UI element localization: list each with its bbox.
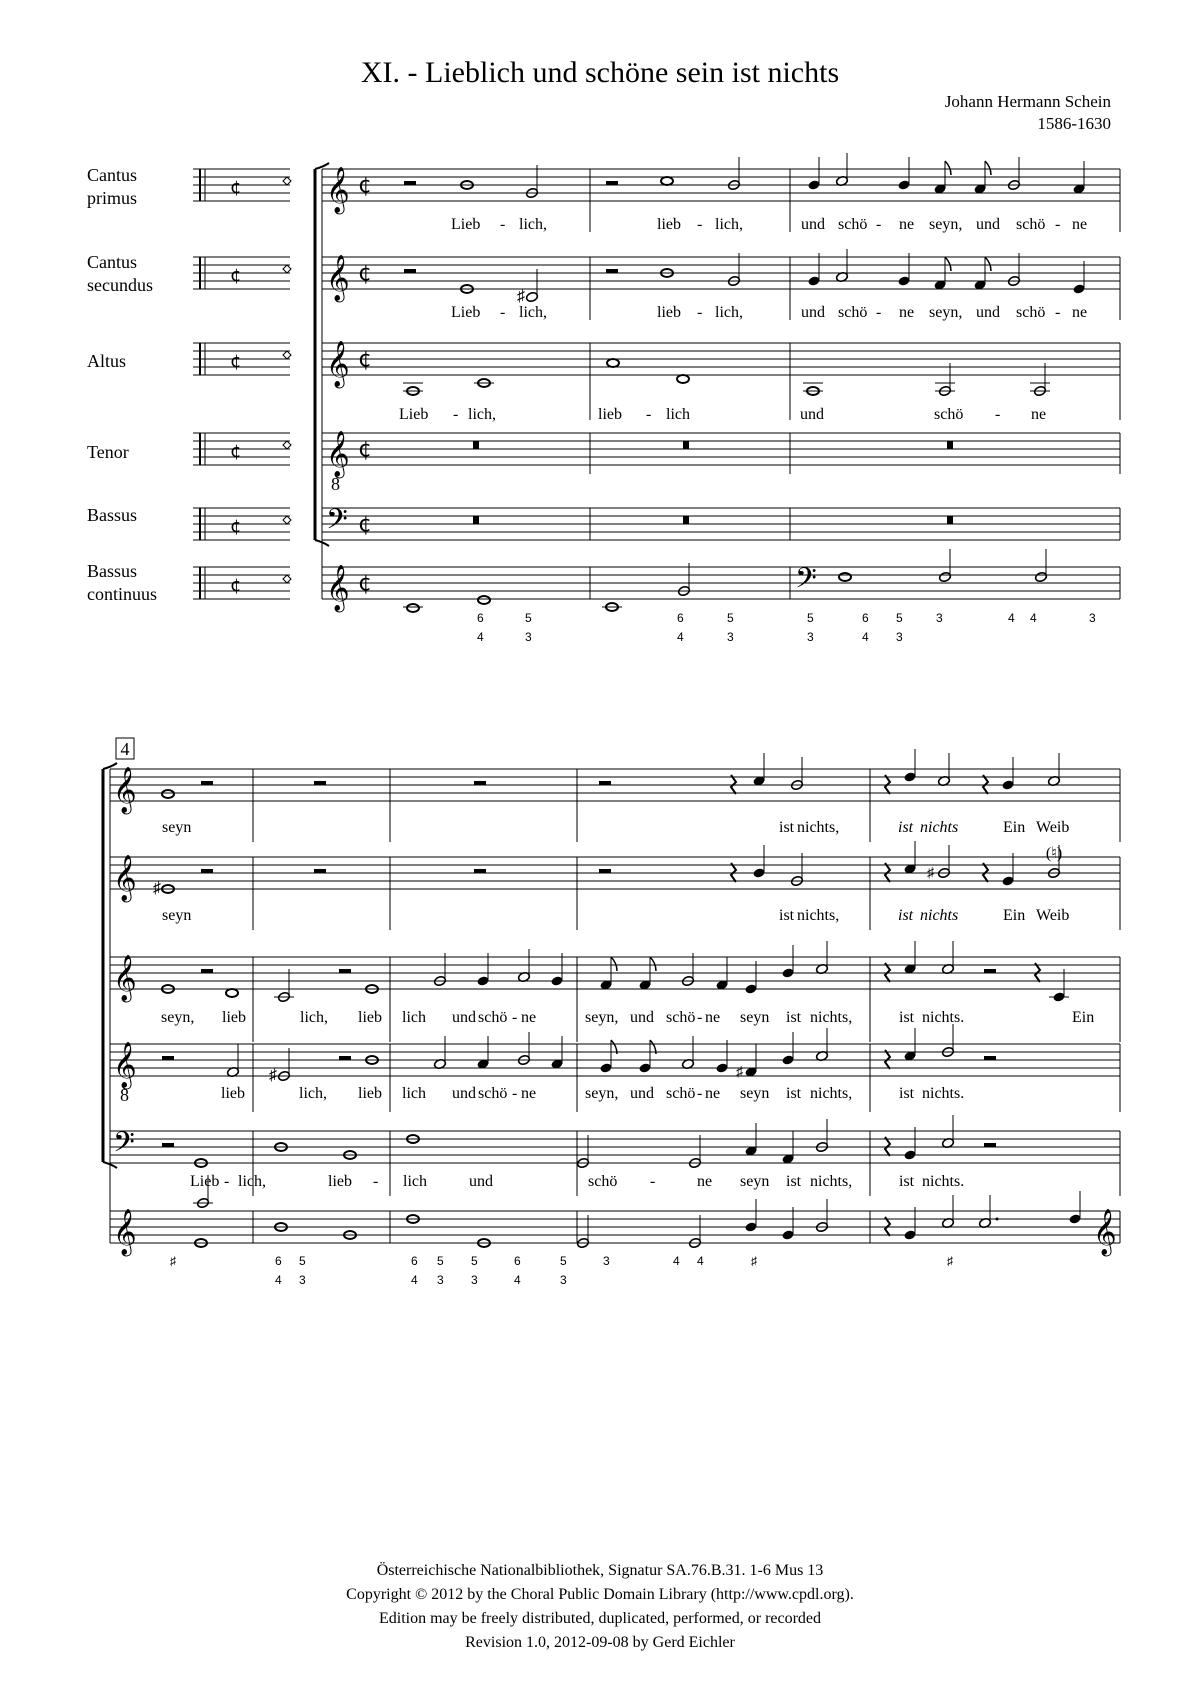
lyric-text: lich	[402, 1085, 426, 1102]
lyric-text: nichts,	[810, 1009, 853, 1026]
lyric-text: -	[995, 406, 1001, 423]
whole-note	[162, 790, 174, 798]
half-rest	[606, 269, 618, 273]
figured-bass-digit: ♯	[947, 1254, 953, 1268]
incipit-time-signature: ¢	[230, 351, 242, 372]
incipit-staff	[193, 343, 290, 375]
incipit-breve	[283, 516, 291, 524]
half-rest	[314, 781, 326, 785]
lyric-text: ist	[899, 1085, 915, 1102]
footer-revision: Revision 1.0, 2012-09-08 by Gerd Eichler	[465, 1634, 735, 1651]
staff2-1	[110, 857, 1120, 889]
staff-2	[322, 343, 1120, 375]
lyric-text: Ein	[1003, 907, 1026, 924]
lyric-text: lich,	[468, 406, 496, 423]
whole-rest	[473, 441, 479, 449]
incipit-breve	[283, 441, 291, 449]
eighth-flag	[985, 161, 991, 175]
incipit-breve	[283, 265, 291, 273]
staff-0	[322, 169, 1120, 201]
lyric-text: ne	[705, 1009, 721, 1026]
lyric-text: Lieb	[451, 304, 481, 321]
lyric-text: seyn	[740, 1085, 770, 1102]
half-rest	[984, 1143, 996, 1147]
figured-bass-digit: 6	[862, 611, 869, 625]
half-rest	[162, 1143, 174, 1147]
lyric-text: schö	[1016, 216, 1046, 233]
treble-clef-icon: 𝄞	[326, 255, 350, 301]
half-rest	[201, 869, 213, 873]
lyric-text: ne	[521, 1085, 537, 1102]
figured-bass-digit: 4	[275, 1273, 282, 1287]
whole-rest	[683, 441, 689, 449]
lyric-text: ne	[1031, 406, 1047, 423]
half-rest	[162, 1056, 174, 1060]
lyric-text: seyn,	[585, 1085, 619, 1102]
lyric-text: ist	[786, 1085, 802, 1102]
lyric-text: schö	[478, 1085, 508, 1102]
lyric-text: ist	[898, 819, 914, 836]
sharp-accidental: ♯	[269, 1067, 277, 1084]
footer-copyright: Copyright © 2012 by the Choral Public Domain Library (http://www.cpdl.org).	[346, 1586, 854, 1603]
staff-1	[322, 257, 1120, 289]
half-rest	[404, 269, 416, 273]
lyric-text: schö	[588, 1173, 618, 1190]
bass-clef-icon: 𝄢	[795, 562, 817, 602]
sharp-accidental: ♯	[927, 866, 934, 881]
lyric-text: Weib	[1036, 907, 1070, 924]
lyric-text: -	[697, 1085, 703, 1102]
lyric-text: lieb	[657, 216, 681, 233]
incipit-breve	[283, 177, 291, 185]
lyric-text: seyn,	[929, 304, 963, 321]
lyric-text: -	[373, 1173, 379, 1190]
figured-bass-digit: 3	[727, 630, 734, 644]
figured-bass-digit: 5	[471, 1254, 478, 1268]
figured-bass-digit: 3	[560, 1273, 567, 1287]
figured-bass-digit: 5	[299, 1254, 306, 1268]
lyric-text: lieb	[328, 1173, 352, 1190]
incipit-staff	[193, 257, 290, 289]
lyric-text: schö	[1016, 304, 1046, 321]
lyric-text: -	[512, 1085, 518, 1102]
whole-note	[661, 177, 673, 185]
whole-note	[839, 573, 851, 581]
lyric-text: nichts,	[797, 819, 840, 836]
voice-name-5: continuus	[87, 584, 157, 604]
lyric-text: -	[500, 216, 506, 233]
lyric-text: lich,	[299, 1085, 327, 1102]
tenor-clef-eight: 8	[120, 1085, 129, 1105]
lyric-text: seyn	[740, 1173, 770, 1190]
figured-bass-digit: 6	[275, 1254, 282, 1268]
treble-clef-icon: 𝄞	[113, 1209, 137, 1255]
lyric-text: lich	[403, 1173, 427, 1190]
lyric-text: -	[512, 1009, 518, 1026]
figured-bass-digit: 3	[896, 630, 903, 644]
lyric-text: -	[697, 216, 703, 233]
lyric-text: seyn	[162, 907, 192, 924]
half-rest	[474, 781, 486, 785]
lyric-text: lich,	[300, 1009, 328, 1026]
measure-number: 4	[120, 739, 130, 759]
lyric-text: seyn	[740, 1009, 770, 1026]
lyric-text: -	[500, 304, 506, 321]
figured-bass-digit: 5	[437, 1254, 444, 1268]
figured-bass-digit: 4	[514, 1273, 521, 1287]
half-rest	[404, 181, 416, 185]
half-rest	[339, 1056, 351, 1060]
voice-name-2: Altus	[87, 351, 127, 371]
figured-bass-digit: ♯	[751, 1254, 757, 1268]
incipit-time-signature: ¢	[230, 177, 242, 198]
staff-5	[322, 567, 1120, 599]
dot	[996, 1218, 999, 1221]
lyric-text: schö	[666, 1009, 696, 1026]
bass-clef-icon: 𝄢	[113, 1126, 135, 1166]
lyric-text: ne	[899, 216, 915, 233]
lyric-text: ne	[1072, 304, 1088, 321]
lyric-text: und	[976, 216, 1000, 233]
eighth-flag	[650, 957, 656, 971]
lyric-text: -	[1055, 216, 1061, 233]
lyric-text: ne	[705, 1085, 721, 1102]
lyric-text: Lieb	[451, 216, 481, 233]
figured-bass-digit: 6	[677, 611, 684, 625]
figured-bass-digit: 4	[862, 630, 869, 644]
figured-bass-digit: 4	[1008, 611, 1015, 625]
half-rest	[474, 869, 486, 873]
lyric-text: lich	[666, 406, 690, 423]
lyric-text: seyn,	[929, 216, 963, 233]
time-signature: ¢	[358, 437, 372, 462]
page-title: XI. - Lieblich und schöne sein ist nichts	[360, 56, 840, 89]
treble-clef-icon: 𝄞	[113, 767, 137, 813]
lyric-text: ist	[779, 907, 795, 924]
composer-name: Johann Hermann Schein	[944, 92, 1111, 111]
voice-name-1: secundus	[87, 275, 153, 295]
whole-note	[677, 375, 689, 383]
half-rest	[606, 181, 618, 185]
lyric-text: schö	[838, 304, 868, 321]
figured-bass-digit: 5	[560, 1254, 567, 1268]
treble-clef-icon: 𝄞	[113, 955, 137, 1001]
figured-bass-digit: 3	[807, 630, 814, 644]
lyric-text: Lieb	[190, 1173, 220, 1190]
lyric-text: -	[697, 304, 703, 321]
whole-rest	[947, 441, 953, 449]
lyric-text: -	[646, 406, 652, 423]
half-rest	[339, 969, 351, 973]
lyric-text: und	[801, 304, 825, 321]
figured-bass-digit: 4	[411, 1273, 418, 1287]
figured-bass-digit: 5	[727, 611, 734, 625]
figured-bass-digit: 3	[525, 630, 532, 644]
footer-source: Österreichische Nationalbibliothek, Signatur SA.76.B.31. 1-6 Mus 13	[376, 1562, 824, 1579]
lyric-text: schö	[838, 216, 868, 233]
lyric-text: Ein	[1003, 819, 1026, 836]
whole-rest	[473, 516, 479, 524]
figured-bass-digit: 5	[807, 611, 814, 625]
lyric-text: seyn,	[161, 1009, 195, 1026]
lyric-text: und	[630, 1085, 654, 1102]
editorial-accidental: (♮)	[1045, 845, 1063, 862]
lyric-text: ist	[898, 907, 914, 924]
figured-bass-digit: 3	[1089, 611, 1096, 625]
staff2-0	[110, 769, 1120, 801]
tenor-clef-eight: 8	[331, 474, 340, 494]
treble-clef-icon: 𝄞	[326, 167, 350, 213]
half-rest	[201, 969, 213, 973]
incipit-breve	[283, 351, 291, 359]
lyric-text: lich,	[715, 304, 743, 321]
staff-3	[322, 433, 1120, 465]
lyric-text: nichts,	[810, 1173, 853, 1190]
lyric-text: ist	[899, 1009, 915, 1026]
staff2-5	[110, 1211, 1120, 1243]
lyric-text: -	[1055, 304, 1061, 321]
time-signature: ¢	[358, 347, 372, 372]
lyric-text: lich,	[519, 216, 547, 233]
lyric-text: lich	[402, 1009, 426, 1026]
half-rest	[201, 781, 213, 785]
time-signature: ¢	[358, 173, 372, 198]
lyric-text: und	[452, 1085, 476, 1102]
time-signature: ¢	[358, 571, 372, 596]
figured-bass-digit: 3	[936, 611, 943, 625]
lyric-text: lieb	[358, 1085, 382, 1102]
voice-name-0: primus	[87, 188, 138, 208]
half-rest	[314, 869, 326, 873]
lyric-text: -	[876, 216, 882, 233]
sharp-accidental: ♯	[153, 880, 161, 897]
lyric-text: und	[452, 1009, 476, 1026]
lyric-text: und	[976, 304, 1000, 321]
incipit-time-signature: ¢	[230, 516, 242, 537]
lyric-text: nichts	[920, 907, 959, 924]
lyric-text: schö	[478, 1009, 508, 1026]
figured-bass-digit: ♯	[170, 1254, 176, 1268]
staff2-3	[110, 1044, 1120, 1076]
incipit-staff	[193, 508, 290, 540]
lyric-text: und	[469, 1173, 493, 1190]
lyric-text: schö	[666, 1085, 696, 1102]
whole-note	[407, 604, 419, 612]
incipit-staff	[193, 169, 290, 201]
lyric-text: nichts.	[922, 1173, 965, 1190]
lyric-text: -	[697, 1009, 703, 1026]
lyric-text: lich,	[519, 304, 547, 321]
lyric-text: Weib	[1036, 819, 1070, 836]
lyric-text: -	[876, 304, 882, 321]
figured-bass-digit: 5	[896, 611, 903, 625]
figured-bass-digit: 4	[697, 1254, 704, 1268]
lyric-text: seyn	[162, 819, 192, 836]
footer-license: Edition may be freely distributed, duplicated, performed, or recorded	[378, 1610, 822, 1627]
eighth-flag	[985, 257, 991, 271]
half-rest	[599, 781, 611, 785]
figured-bass-digit: 3	[603, 1254, 610, 1268]
lyric-text: Ein	[1072, 1009, 1095, 1026]
figured-bass-digit: 3	[299, 1273, 306, 1287]
staff-4	[322, 508, 1120, 540]
time-signature: ¢	[358, 261, 372, 286]
lyric-text: nichts	[920, 819, 959, 836]
treble-clef-icon: 𝄞	[113, 1042, 137, 1088]
figured-bass-digit: 4	[1030, 611, 1037, 625]
treble-clef-icon: 𝄞	[326, 341, 350, 387]
lyric-text: nichts,	[810, 1085, 853, 1102]
incipit-time-signature: ¢	[230, 575, 242, 596]
voice-name-4: Bassus	[87, 505, 138, 525]
figured-bass-digit: 6	[514, 1254, 521, 1268]
whole-note	[478, 596, 490, 604]
figured-bass-digit: 3	[437, 1273, 444, 1287]
lyric-text: lich,	[238, 1173, 266, 1190]
lyric-text: ne	[521, 1009, 537, 1026]
lyric-text: ne	[899, 304, 915, 321]
figured-bass-digit: 6	[477, 611, 484, 625]
whole-rest	[683, 516, 689, 524]
staff2-4	[110, 1131, 1120, 1163]
figured-bass-digit: 5	[525, 611, 532, 625]
voice-name-0: Cantus	[87, 165, 138, 185]
figured-bass-digit: 6	[411, 1254, 418, 1268]
lyric-text: lich,	[715, 216, 743, 233]
time-signature: ¢	[358, 512, 372, 537]
figured-bass-digit: 3	[471, 1273, 478, 1287]
lyric-text: nichts.	[922, 1085, 965, 1102]
whole-note	[226, 989, 238, 997]
lyric-text: schö	[934, 406, 964, 423]
bass-clef-icon: 𝄢	[326, 503, 348, 543]
lyric-text: -	[224, 1173, 230, 1190]
lyric-text: lieb	[358, 1009, 382, 1026]
lyric-text: lieb	[657, 304, 681, 321]
lyric-text: ne	[697, 1173, 713, 1190]
treble-clef-icon: 𝄞	[326, 565, 350, 611]
incipit-time-signature: ¢	[230, 441, 242, 462]
treble-clef-icon: 𝄞	[113, 855, 137, 901]
voice-name-5: Bassus	[87, 561, 138, 581]
incipit-staff	[193, 433, 290, 465]
lyric-text: ne	[1072, 216, 1088, 233]
half-rest	[984, 1056, 996, 1060]
lyric-text: ist	[786, 1009, 802, 1026]
lyric-text: nichts.	[922, 1009, 965, 1026]
eighth-flag	[945, 161, 951, 175]
lyric-text: lieb	[221, 1085, 245, 1102]
incipit-time-signature: ¢	[230, 265, 242, 286]
lyric-text: und	[630, 1009, 654, 1026]
eighth-flag	[611, 957, 617, 971]
lyric-text: lieb	[222, 1009, 246, 1026]
voice-name-1: Cantus	[87, 252, 138, 272]
composer-dates: 1586-1630	[1037, 114, 1111, 133]
sharp-accidental: ♯	[517, 288, 525, 305]
lyric-text: ist	[899, 1173, 915, 1190]
lyric-text: nichts,	[797, 907, 840, 924]
incipit-breve	[283, 575, 291, 583]
figured-bass-digit: 4	[677, 630, 684, 644]
treble-clef-icon: 𝄞	[326, 431, 350, 477]
eighth-flag	[945, 257, 951, 271]
sharp-accidental: ♯	[736, 1065, 743, 1080]
lyric-text: ist	[779, 819, 795, 836]
figured-bass-digit: 4	[477, 630, 484, 644]
half-rest	[599, 869, 611, 873]
lyric-text: -	[453, 406, 459, 423]
incipit-staff	[193, 567, 290, 599]
lyric-text: seyn,	[585, 1009, 619, 1026]
lyric-text: und	[800, 406, 824, 423]
whole-rest	[947, 516, 953, 524]
whole-note	[607, 359, 619, 367]
voice-name-3: Tenor	[87, 442, 129, 462]
lyric-text: -	[650, 1173, 656, 1190]
lyric-text: Lieb	[399, 406, 429, 423]
lyric-text: und	[801, 216, 825, 233]
half-rest	[984, 969, 996, 973]
figured-bass-digit: 4	[673, 1254, 680, 1268]
lyric-text: lieb	[598, 406, 622, 423]
treble-clef-icon: 𝄞	[1093, 1209, 1117, 1255]
lyric-text: ist	[786, 1173, 802, 1190]
